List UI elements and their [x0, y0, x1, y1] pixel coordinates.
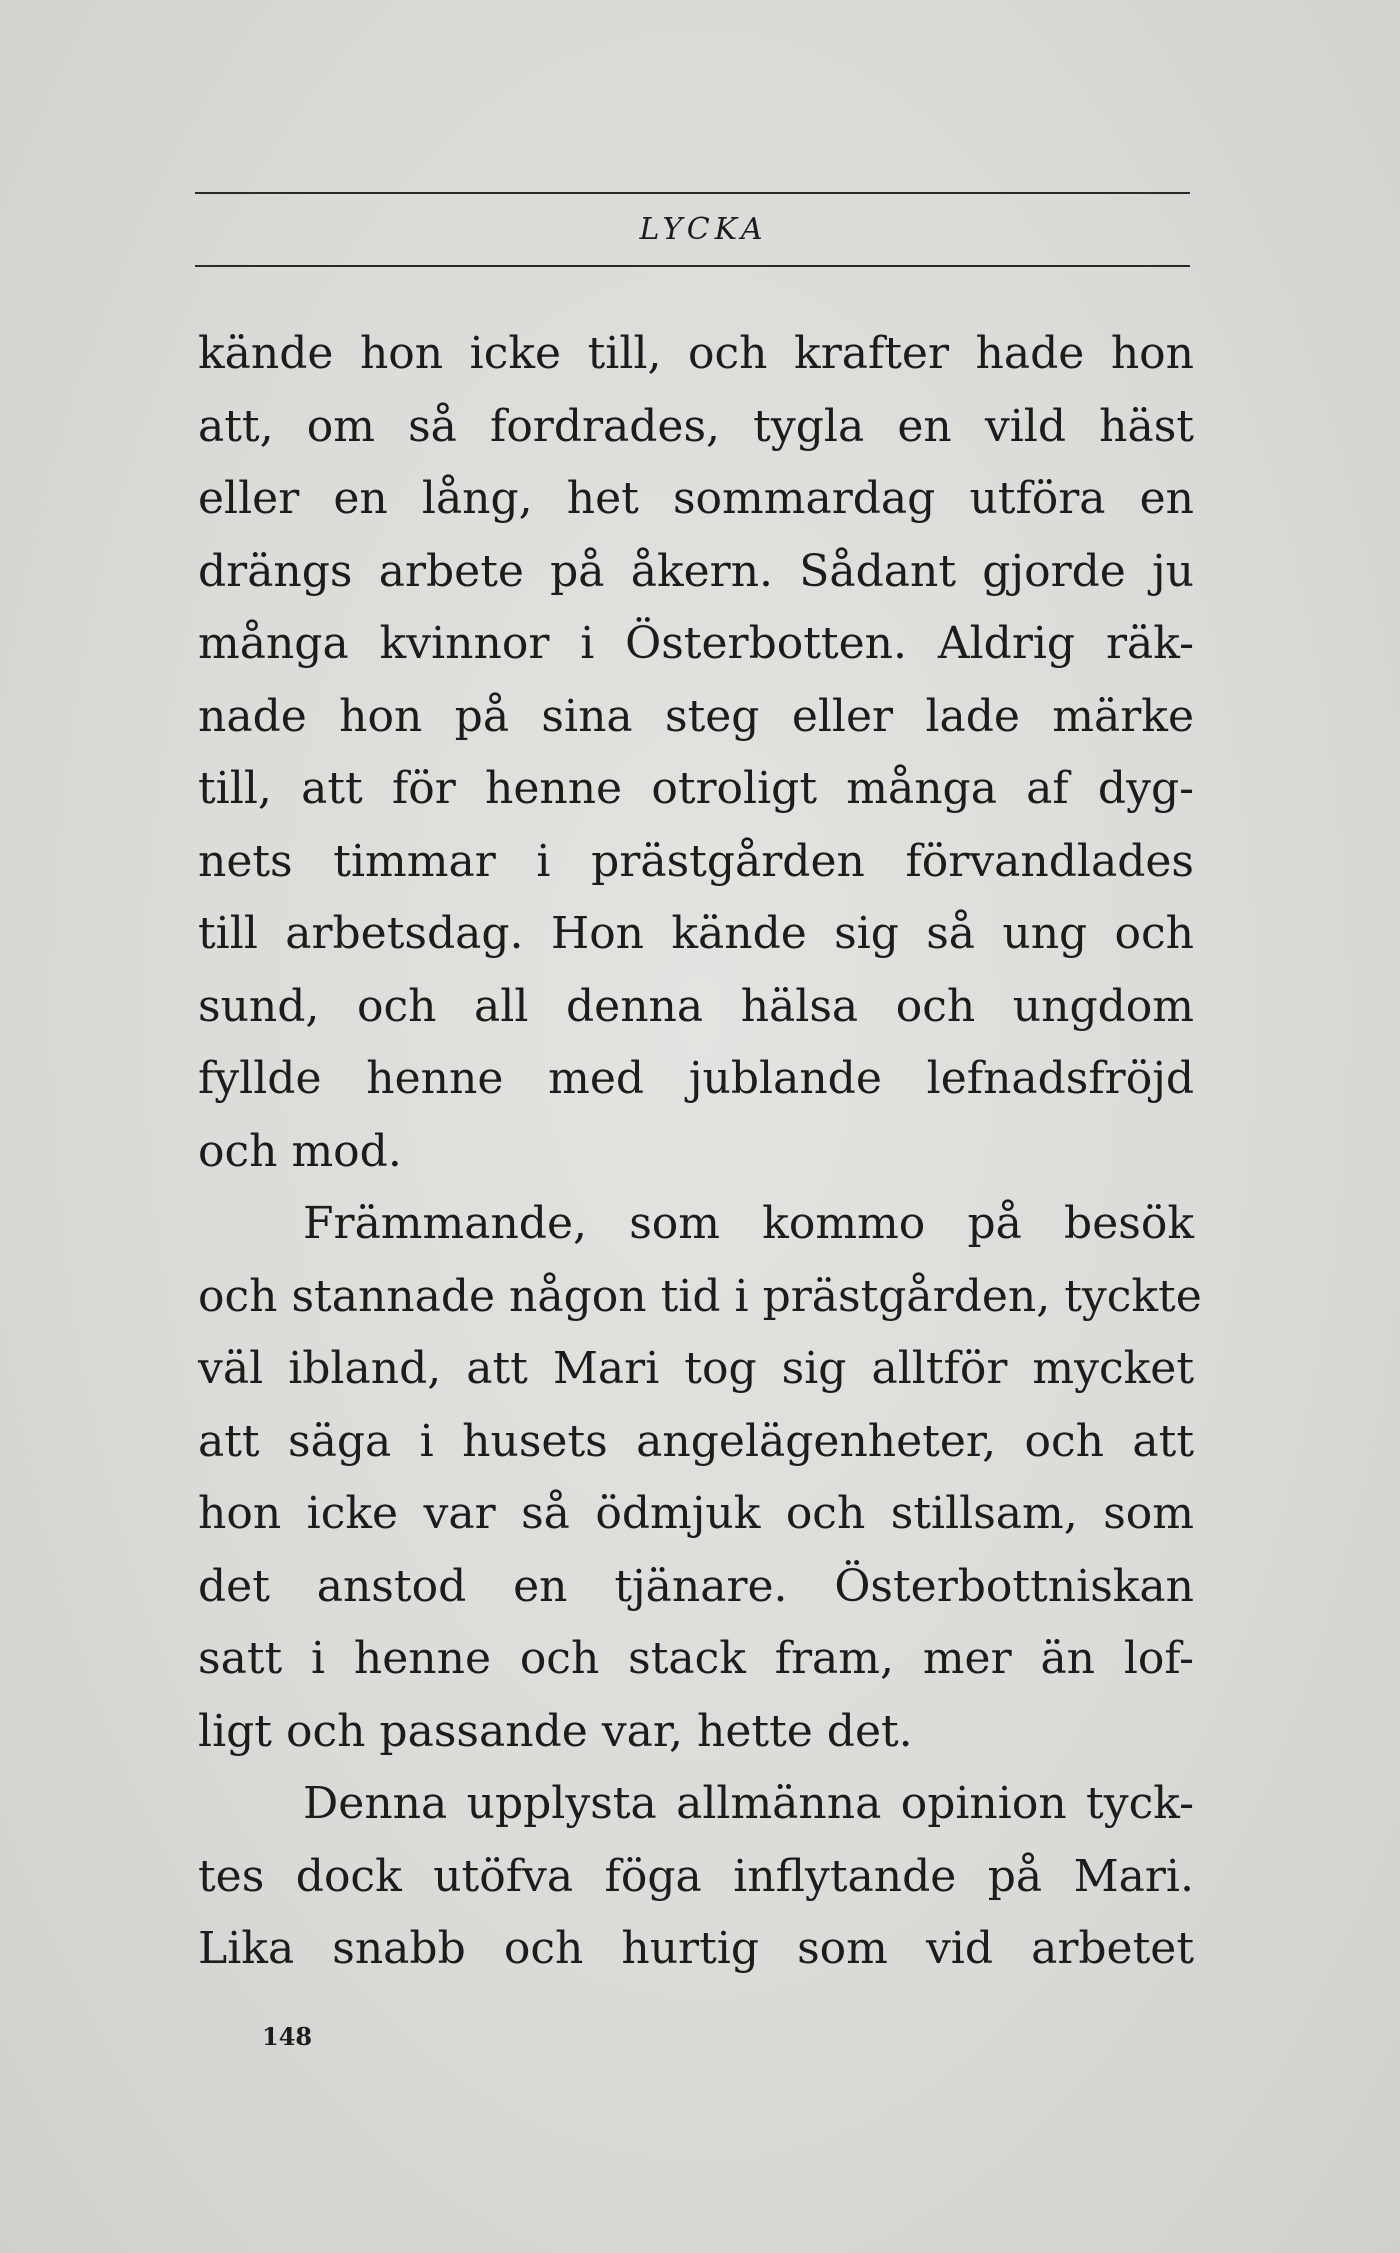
header-rule-top: [195, 192, 1190, 194]
text-line: kände hon icke till, och krafter hade hon: [198, 328, 1194, 379]
text-line: Lika snabb och hurtig som vid arbetet: [198, 1923, 1194, 1974]
text-line: satt i henne och stack fram, mer än lof-: [198, 1633, 1194, 1684]
text-line: till, att för henne otroligt många af dyg-: [198, 763, 1194, 814]
page-number: 148: [262, 2022, 313, 2051]
text-line: och stannade någon tid i prästgården, tyckte: [198, 1270, 1202, 1322]
header-rule-bottom: [195, 265, 1190, 267]
text-line: hon icke var så ödmjuk och stillsam, som: [198, 1488, 1194, 1539]
text-line: det anstod en tjänare. Österbottniskan: [198, 1560, 1194, 1612]
body-text: [198, 318, 1202, 1986]
text-line: att säga i husets angelägenheter, och att: [198, 1415, 1194, 1467]
text-line: till arbetsdag. Hon kände sig så ung och: [198, 908, 1194, 959]
text-line: nade hon på sina steg eller lade märke: [198, 690, 1194, 742]
text-line: drängs arbete på åkern. Sådant gjorde ju: [198, 545, 1194, 597]
text-line: ligt och passande var, hette det.: [198, 1705, 913, 1757]
text-line: väl ibland, att Mari tog sig alltför mycket: [198, 1343, 1194, 1394]
text-line: fyllde henne med jublande lefnadsfröjd: [198, 1053, 1194, 1104]
text-line: sund, och all denna hälsa och ungdom: [198, 980, 1194, 1032]
running-head: LYCKA: [639, 212, 768, 247]
text-line: eller en lång, het sommardag utföra en: [198, 473, 1194, 524]
text-line: många kvinnor i Österbotten. Aldrig räk-: [198, 618, 1194, 669]
text-line: och mod.: [198, 1125, 402, 1177]
text-line: tes dock utöfva föga inflytande på Mari.: [198, 1850, 1194, 1902]
paragraph-start-line: Främmande, som kommo på besök: [303, 1198, 1194, 1249]
text-line: nets timmar i prästgården förvandlades: [198, 835, 1194, 887]
text-line: att, om så fordrades, tygla en vild häst: [198, 400, 1194, 452]
paragraph-start-line: Denna upplysta allmänna opinion tyck-: [303, 1778, 1194, 1829]
